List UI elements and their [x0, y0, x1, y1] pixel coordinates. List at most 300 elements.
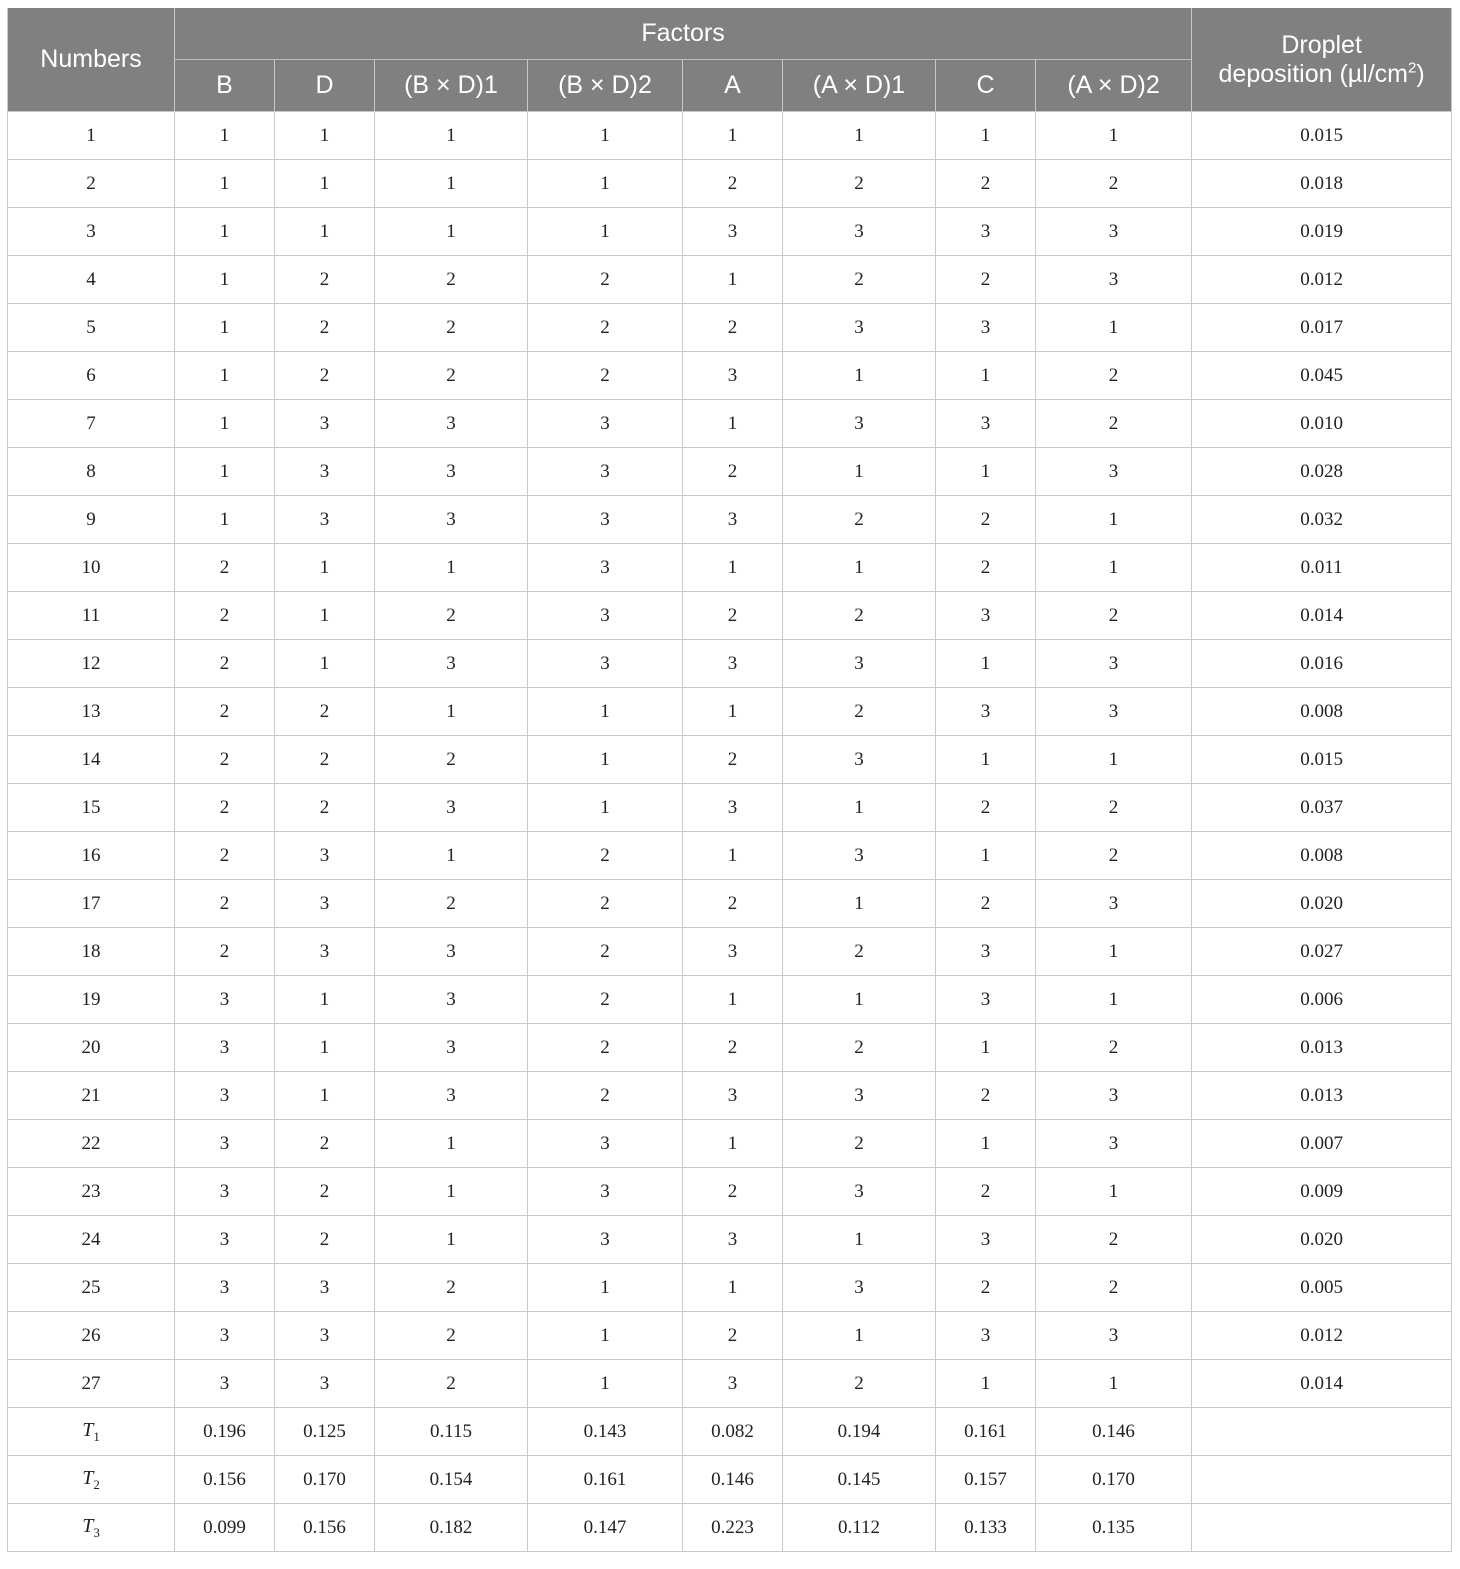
row-number-cell: 18 [8, 928, 175, 976]
factor-level-cell: 1 [275, 640, 375, 688]
factor-level-cell: 3 [783, 640, 936, 688]
table-row [8, 544, 1452, 592]
table-row [8, 784, 1452, 832]
factor-level-cell: 2 [528, 928, 683, 976]
factor-level-cell: 1 [375, 1216, 528, 1264]
factor-level-cell: 2 [683, 736, 783, 784]
table-row [8, 496, 1452, 544]
factor-level-cell: 2 [375, 1264, 528, 1312]
factor-level-cell: 3 [175, 1120, 275, 1168]
factor-level-cell: 3 [528, 592, 683, 640]
factor-level-cell: 3 [783, 400, 936, 448]
factor-level-cell: 2 [275, 784, 375, 832]
totals-value-cell: 0.145 [783, 1456, 936, 1504]
factor-level-cell: 1 [375, 544, 528, 592]
totals-label-subscript: 3 [93, 1524, 100, 1540]
row-number-cell: 5 [8, 304, 175, 352]
factor-level-cell: 1 [375, 832, 528, 880]
factor-level-cell: 1 [175, 256, 275, 304]
totals-value-cell: 0.170 [275, 1456, 375, 1504]
factor-level-cell: 1 [936, 640, 1036, 688]
totals-value-cell: 0.112 [783, 1504, 936, 1552]
droplet-deposition-cell: 0.020 [1192, 1216, 1452, 1264]
table-row [8, 928, 1452, 976]
factor-level-cell: 1 [683, 688, 783, 736]
row-number-cell: 25 [8, 1264, 175, 1312]
table-row [8, 736, 1452, 784]
droplet-deposition-cell: 0.016 [1192, 640, 1452, 688]
factor-level-cell: 1 [783, 1216, 936, 1264]
factor-level-cell: 3 [936, 1312, 1036, 1360]
factor-level-cell: 1 [528, 736, 683, 784]
factor-level-cell: 1 [375, 208, 528, 256]
factor-level-cell: 1 [275, 592, 375, 640]
factor-level-cell: 1 [528, 208, 683, 256]
factor-level-cell: 1 [1036, 544, 1192, 592]
totals-row [8, 1504, 1452, 1552]
factor-level-cell: 2 [528, 304, 683, 352]
factor-level-cell: 3 [175, 1312, 275, 1360]
factor-level-cell: 2 [275, 736, 375, 784]
factor-level-cell: 2 [1036, 400, 1192, 448]
factor-level-cell: 3 [375, 928, 528, 976]
table-row [8, 1120, 1452, 1168]
droplet-deposition-cell: 0.012 [1192, 1312, 1452, 1360]
factor-level-cell: 1 [683, 1264, 783, 1312]
totals-row [8, 1456, 1452, 1504]
factor-level-cell: 2 [936, 1072, 1036, 1120]
row-number-cell: 23 [8, 1168, 175, 1216]
factor-level-cell: 3 [375, 1072, 528, 1120]
factor-level-cell: 2 [936, 496, 1036, 544]
totals-value-cell: 0.182 [375, 1504, 528, 1552]
droplet-deposition-cell: 0.006 [1192, 976, 1452, 1024]
totals-value-cell: 0.161 [936, 1408, 1036, 1456]
factor-level-cell: 1 [936, 1360, 1036, 1408]
factor-level-cell: 1 [375, 688, 528, 736]
factor-level-cell: 1 [375, 1168, 528, 1216]
factor-level-cell: 1 [783, 976, 936, 1024]
factor-level-cell: 2 [783, 928, 936, 976]
factor-level-cell: 2 [275, 256, 375, 304]
row-number-cell: 11 [8, 592, 175, 640]
table-row [8, 1312, 1452, 1360]
factor-level-cell: 2 [936, 1264, 1036, 1312]
factor-level-cell: 1 [275, 1024, 375, 1072]
totals-value-cell: 0.170 [1036, 1456, 1192, 1504]
factor-level-cell: 2 [375, 736, 528, 784]
table-row [8, 160, 1452, 208]
factor-level-cell: 2 [275, 1168, 375, 1216]
factor-level-cell: 1 [275, 544, 375, 592]
factor-level-cell: 3 [175, 1360, 275, 1408]
table-row [8, 256, 1452, 304]
factor-level-cell: 3 [783, 304, 936, 352]
droplet-deposition-cell: 0.013 [1192, 1072, 1452, 1120]
factor-level-cell: 2 [783, 496, 936, 544]
table-row [8, 208, 1452, 256]
header-col-axd1: (A × D)1 [783, 60, 936, 112]
totals-response-cell [1192, 1408, 1452, 1456]
factor-level-cell: 3 [175, 976, 275, 1024]
totals-value-cell: 0.135 [1036, 1504, 1192, 1552]
factor-level-cell: 1 [936, 832, 1036, 880]
droplet-deposition-cell: 0.010 [1192, 400, 1452, 448]
factor-level-cell: 2 [528, 880, 683, 928]
factor-level-cell: 3 [936, 976, 1036, 1024]
table-container [7, 8, 1451, 1552]
totals-value-cell: 0.099 [175, 1504, 275, 1552]
factor-level-cell: 3 [1036, 448, 1192, 496]
factor-level-cell: 2 [175, 784, 275, 832]
row-number-cell: 26 [8, 1312, 175, 1360]
totals-value-cell: 0.156 [275, 1504, 375, 1552]
table-row [8, 1072, 1452, 1120]
factor-level-cell: 2 [1036, 160, 1192, 208]
factor-level-cell: 2 [175, 880, 275, 928]
factor-level-cell: 2 [783, 688, 936, 736]
factor-level-cell: 3 [783, 208, 936, 256]
droplet-deposition-cell: 0.020 [1192, 880, 1452, 928]
factor-level-cell: 2 [175, 832, 275, 880]
droplet-deposition-cell: 0.009 [1192, 1168, 1452, 1216]
factor-level-cell: 2 [1036, 592, 1192, 640]
row-number-cell: 15 [8, 784, 175, 832]
factor-level-cell: 3 [528, 640, 683, 688]
totals-value-cell: 0.223 [683, 1504, 783, 1552]
factor-level-cell: 2 [175, 592, 275, 640]
droplet-deposition-cell: 0.032 [1192, 496, 1452, 544]
factor-level-cell: 2 [1036, 832, 1192, 880]
row-number-cell: 20 [8, 1024, 175, 1072]
factor-level-cell: 2 [275, 352, 375, 400]
factor-level-cell: 3 [936, 688, 1036, 736]
factor-level-cell: 3 [275, 496, 375, 544]
factor-level-cell: 3 [528, 400, 683, 448]
factor-level-cell: 2 [683, 880, 783, 928]
factor-level-cell: 2 [936, 880, 1036, 928]
factor-level-cell: 3 [275, 880, 375, 928]
table-row [8, 1264, 1452, 1312]
factor-level-cell: 1 [683, 400, 783, 448]
droplet-deposition-cell: 0.019 [1192, 208, 1452, 256]
factor-level-cell: 3 [528, 448, 683, 496]
factor-level-cell: 3 [683, 928, 783, 976]
totals-value-cell: 0.156 [175, 1456, 275, 1504]
factor-level-cell: 3 [1036, 256, 1192, 304]
factor-level-cell: 2 [275, 688, 375, 736]
factor-level-cell: 1 [1036, 496, 1192, 544]
factor-level-cell: 2 [683, 1024, 783, 1072]
factor-level-cell: 1 [275, 976, 375, 1024]
factor-level-cell: 2 [1036, 784, 1192, 832]
header-response-line1: Droplet [1281, 30, 1362, 59]
header-numbers: Numbers [8, 8, 175, 112]
factor-level-cell: 3 [1036, 208, 1192, 256]
factor-level-cell: 1 [683, 112, 783, 160]
factor-level-cell: 3 [275, 832, 375, 880]
factor-level-cell: 3 [375, 1024, 528, 1072]
factor-level-cell: 3 [683, 784, 783, 832]
droplet-deposition-cell: 0.027 [1192, 928, 1452, 976]
factor-level-cell: 3 [683, 640, 783, 688]
totals-value-cell: 0.125 [275, 1408, 375, 1456]
table-body [8, 112, 1452, 1552]
factor-level-cell: 3 [375, 496, 528, 544]
factor-level-cell: 2 [275, 1120, 375, 1168]
factor-level-cell: 2 [936, 160, 1036, 208]
factor-level-cell: 3 [783, 832, 936, 880]
factor-level-cell: 3 [275, 1360, 375, 1408]
totals-value-cell: 0.161 [528, 1456, 683, 1504]
header-col-c: C [936, 60, 1036, 112]
table-row [8, 640, 1452, 688]
factor-level-cell: 2 [528, 976, 683, 1024]
factor-level-cell: 2 [375, 1360, 528, 1408]
header-col-axd2: (A × D)2 [1036, 60, 1192, 112]
factor-level-cell: 3 [936, 928, 1036, 976]
factor-level-cell: 3 [1036, 880, 1192, 928]
droplet-deposition-cell: 0.005 [1192, 1264, 1452, 1312]
factor-level-cell: 2 [175, 640, 275, 688]
row-number-cell: 12 [8, 640, 175, 688]
factor-level-cell: 2 [783, 1024, 936, 1072]
droplet-deposition-cell: 0.045 [1192, 352, 1452, 400]
factor-level-cell: 3 [936, 592, 1036, 640]
factor-level-cell: 1 [175, 160, 275, 208]
row-number-cell: 22 [8, 1120, 175, 1168]
factor-level-cell: 3 [683, 352, 783, 400]
factor-level-cell: 3 [783, 736, 936, 784]
orthogonal-design-table [7, 8, 1452, 1552]
factor-level-cell: 1 [175, 448, 275, 496]
header-col-b: B [175, 60, 275, 112]
totals-value-cell: 0.115 [375, 1408, 528, 1456]
factor-level-cell: 3 [528, 496, 683, 544]
factor-level-cell: 2 [683, 1312, 783, 1360]
totals-response-cell [1192, 1456, 1452, 1504]
factor-level-cell: 3 [375, 976, 528, 1024]
factor-level-cell: 3 [1036, 1312, 1192, 1360]
factor-level-cell: 3 [683, 1072, 783, 1120]
table-row [8, 832, 1452, 880]
row-number-cell: 19 [8, 976, 175, 1024]
row-number-cell: 16 [8, 832, 175, 880]
table-row [8, 352, 1452, 400]
factor-level-cell: 2 [375, 1312, 528, 1360]
droplet-deposition-cell: 0.008 [1192, 832, 1452, 880]
table-row [8, 880, 1452, 928]
factor-level-cell: 1 [683, 1120, 783, 1168]
droplet-deposition-cell: 0.013 [1192, 1024, 1452, 1072]
factor-level-cell: 2 [936, 1168, 1036, 1216]
factor-level-cell: 2 [275, 304, 375, 352]
factor-level-cell: 3 [936, 1216, 1036, 1264]
droplet-deposition-cell: 0.018 [1192, 160, 1452, 208]
factor-level-cell: 2 [528, 1072, 683, 1120]
totals-value-cell: 0.146 [1036, 1408, 1192, 1456]
factor-level-cell: 3 [375, 640, 528, 688]
factor-level-cell: 1 [936, 112, 1036, 160]
factor-level-cell: 2 [783, 592, 936, 640]
factor-level-cell: 1 [528, 784, 683, 832]
table-row [8, 592, 1452, 640]
factor-level-cell: 1 [783, 784, 936, 832]
factor-level-cell: 3 [1036, 640, 1192, 688]
factor-level-cell: 2 [175, 688, 275, 736]
factor-level-cell: 3 [683, 1216, 783, 1264]
factor-level-cell: 3 [275, 1264, 375, 1312]
row-number-cell: 21 [8, 1072, 175, 1120]
table-row [8, 1168, 1452, 1216]
table-header [8, 8, 1452, 112]
factor-level-cell: 2 [1036, 1264, 1192, 1312]
factor-level-cell: 2 [683, 160, 783, 208]
totals-value-cell: 0.146 [683, 1456, 783, 1504]
factor-level-cell: 3 [936, 208, 1036, 256]
factor-level-cell: 2 [936, 256, 1036, 304]
row-number-cell: 24 [8, 1216, 175, 1264]
factor-level-cell: 2 [683, 304, 783, 352]
factor-level-cell: 1 [936, 736, 1036, 784]
factor-level-cell: 1 [275, 160, 375, 208]
table-row [8, 448, 1452, 496]
factor-level-cell: 1 [1036, 928, 1192, 976]
factor-level-cell: 1 [528, 1264, 683, 1312]
factor-level-cell: 3 [528, 1216, 683, 1264]
factor-level-cell: 3 [936, 400, 1036, 448]
droplet-deposition-cell: 0.015 [1192, 112, 1452, 160]
header-droplet-deposition [1192, 8, 1452, 112]
factor-level-cell: 2 [528, 256, 683, 304]
factor-level-cell: 2 [683, 448, 783, 496]
totals-label-subscript: 1 [93, 1428, 100, 1444]
factor-level-cell: 1 [175, 112, 275, 160]
table-row [8, 688, 1452, 736]
factor-level-cell: 1 [528, 160, 683, 208]
factor-level-cell: 3 [1036, 1120, 1192, 1168]
factor-level-cell: 1 [783, 1312, 936, 1360]
table-row [8, 112, 1452, 160]
factor-level-cell: 2 [528, 352, 683, 400]
totals-value-cell: 0.194 [783, 1408, 936, 1456]
row-number-cell: 17 [8, 880, 175, 928]
table-row [8, 1216, 1452, 1264]
factor-level-cell: 1 [936, 352, 1036, 400]
factor-level-cell: 2 [783, 1120, 936, 1168]
factor-level-cell: 3 [1036, 1072, 1192, 1120]
factor-level-cell: 2 [1036, 1024, 1192, 1072]
droplet-deposition-cell: 0.014 [1192, 1360, 1452, 1408]
totals-label: T [82, 1514, 94, 1537]
row-number-cell: 27 [8, 1360, 175, 1408]
factor-level-cell: 1 [1036, 112, 1192, 160]
totals-value-cell: 0.133 [936, 1504, 1036, 1552]
factor-level-cell: 1 [783, 544, 936, 592]
row-number-cell: 13 [8, 688, 175, 736]
factor-level-cell: 2 [175, 928, 275, 976]
row-number-cell: 8 [8, 448, 175, 496]
totals-label-cell [8, 1456, 175, 1504]
table-row [8, 1024, 1452, 1072]
factor-level-cell: 1 [375, 112, 528, 160]
totals-value-cell: 0.196 [175, 1408, 275, 1456]
factor-level-cell: 1 [783, 112, 936, 160]
droplet-deposition-cell: 0.028 [1192, 448, 1452, 496]
factor-level-cell: 1 [783, 448, 936, 496]
header-response-sup: 2 [1408, 59, 1417, 77]
row-number-cell: 1 [8, 112, 175, 160]
table-row [8, 976, 1452, 1024]
factor-level-cell: 3 [175, 1024, 275, 1072]
totals-row [8, 1408, 1452, 1456]
droplet-deposition-cell: 0.011 [1192, 544, 1452, 592]
factor-level-cell: 3 [528, 544, 683, 592]
factor-level-cell: 2 [936, 544, 1036, 592]
factor-level-cell: 1 [528, 1360, 683, 1408]
droplet-deposition-cell: 0.037 [1192, 784, 1452, 832]
factor-level-cell: 3 [683, 1360, 783, 1408]
factor-level-cell: 2 [783, 160, 936, 208]
factor-level-cell: 1 [528, 1312, 683, 1360]
factor-level-cell: 3 [175, 1072, 275, 1120]
droplet-deposition-cell: 0.008 [1192, 688, 1452, 736]
row-number-cell: 4 [8, 256, 175, 304]
factor-level-cell: 2 [1036, 1216, 1192, 1264]
header-response-close: ) [1416, 59, 1425, 88]
droplet-deposition-cell: 0.014 [1192, 592, 1452, 640]
factor-level-cell: 1 [1036, 304, 1192, 352]
factor-level-cell: 2 [375, 256, 528, 304]
factor-level-cell: 1 [683, 544, 783, 592]
factor-level-cell: 3 [275, 400, 375, 448]
factor-level-cell: 1 [175, 496, 275, 544]
factor-level-cell: 2 [275, 1216, 375, 1264]
factor-level-cell: 2 [936, 784, 1036, 832]
factor-level-cell: 1 [175, 208, 275, 256]
droplet-deposition-cell: 0.007 [1192, 1120, 1452, 1168]
totals-label: T [82, 1466, 94, 1489]
factor-level-cell: 2 [783, 1360, 936, 1408]
totals-value-cell: 0.147 [528, 1504, 683, 1552]
factor-level-cell: 2 [375, 352, 528, 400]
header-response-line2: deposition (µl/cm [1218, 59, 1409, 88]
factor-level-cell: 2 [175, 736, 275, 784]
totals-value-cell: 0.154 [375, 1456, 528, 1504]
totals-label-cell [8, 1408, 175, 1456]
factor-level-cell: 3 [375, 448, 528, 496]
factor-level-cell: 3 [783, 1072, 936, 1120]
factor-level-cell: 3 [175, 1216, 275, 1264]
factor-level-cell: 1 [375, 160, 528, 208]
factor-level-cell: 3 [683, 208, 783, 256]
totals-label-cell [8, 1504, 175, 1552]
factor-level-cell: 3 [783, 1168, 936, 1216]
header-factors: Factors [175, 8, 1192, 60]
factor-level-cell: 1 [783, 352, 936, 400]
factor-level-cell: 1 [375, 1120, 528, 1168]
factor-level-cell: 2 [683, 592, 783, 640]
factor-level-cell: 3 [175, 1264, 275, 1312]
factor-level-cell: 1 [936, 1120, 1036, 1168]
factor-level-cell: 1 [1036, 1360, 1192, 1408]
factor-level-cell: 3 [275, 1312, 375, 1360]
factor-level-cell: 1 [275, 208, 375, 256]
header-col-bxd1: (B × D)1 [375, 60, 528, 112]
factor-level-cell: 1 [528, 112, 683, 160]
factor-level-cell: 3 [528, 1120, 683, 1168]
row-number-cell: 2 [8, 160, 175, 208]
